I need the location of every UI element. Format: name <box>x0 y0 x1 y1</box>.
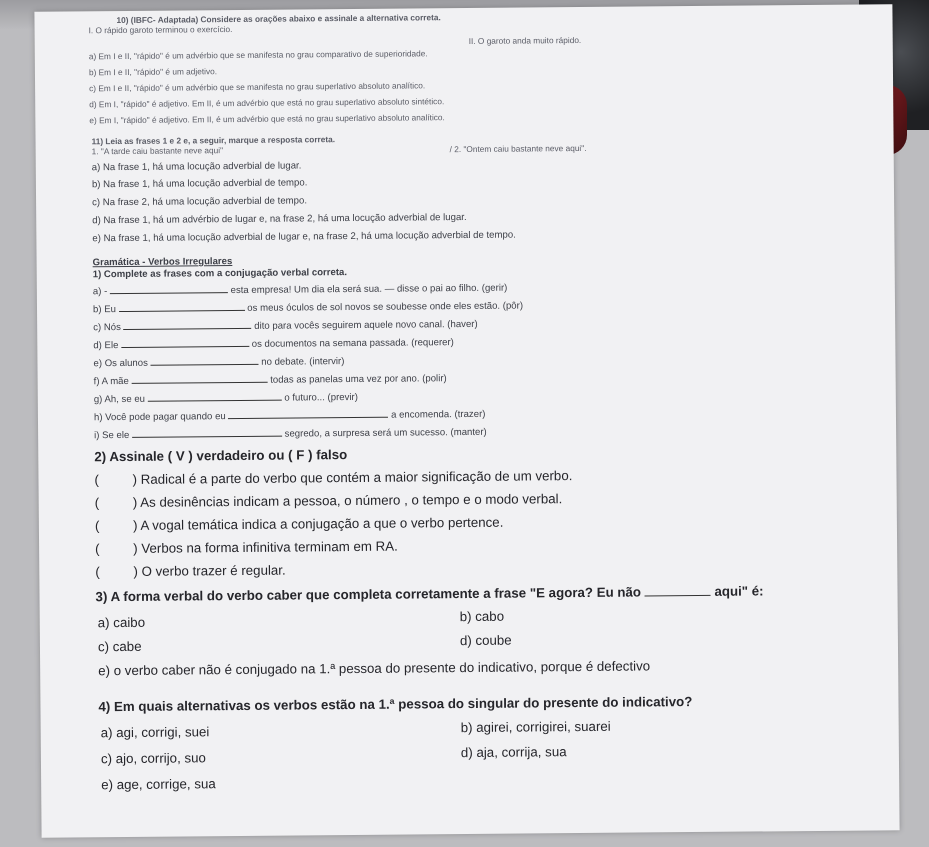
answer-blank[interactable] <box>121 345 249 348</box>
q11-option-d: d) Na frase 1, há um advérbio de lugar e, na frase 2, há uma locução adverbial de lugar. <box>92 211 467 227</box>
q3-option-d[interactable]: d) coube <box>459 632 512 649</box>
q4-option-b[interactable]: b) agirei, corrigirei, suarei <box>460 718 611 736</box>
q1-header: 1) Complete as frases com a conjugação verbal correta. <box>92 267 348 281</box>
answer-blank[interactable] <box>132 435 282 438</box>
q4-option-e[interactable]: e) age, corrige, sua <box>101 776 216 793</box>
q11-option-a: a) Na frase 1, há uma locução adverbial de lugar. <box>91 160 302 174</box>
q2-item-2[interactable]: ( ) As desinências indicam a pessoa, o número , o tempo e o modo verbal. <box>94 491 563 511</box>
q1-item-d: d) Ele os documentos na semana passada. (requerer) <box>93 337 454 352</box>
answer-blank[interactable] <box>110 291 228 294</box>
answer-blank[interactable] <box>124 327 252 330</box>
q2-item-4[interactable]: ( ) Verbos na forma infinitiva terminam em RA. <box>95 538 398 557</box>
q2-item-3[interactable]: ( ) A vogal temática indica a conjugação a que o verbo pertence. <box>94 514 504 534</box>
answer-blank[interactable] <box>148 399 282 402</box>
q10-sentence-2: II. O garoto anda muito rápido. <box>468 34 582 46</box>
q3-header: 3) A forma verbal do verbo caber que completa corretamente a frase "E agora? Eu não aqui" é: <box>95 583 764 605</box>
q2-item-5[interactable]: ( ) O verbo trazer é regular. <box>95 562 286 580</box>
q1-item-b: b) Eu os meus óculos de sol novos se soubesse onde eles estão. (pôr) <box>92 300 524 316</box>
q10-option-a: a) Em I e II, "rápido" é um advérbio que se manifesta no grau comparativo de superioridade. <box>88 48 428 62</box>
q1-item-h: h) Você pode pagar quando eu a encomenda. (trazer) <box>93 408 486 424</box>
q10-option-b: b) Em I e II, "rápido" é um adjetivo. <box>88 66 218 78</box>
q10-sentence-1: I. O rápido garoto terminou o exercício. <box>88 24 233 36</box>
answer-blank[interactable] <box>151 363 259 366</box>
q3-option-e[interactable]: e) o verbo caber não é conjugado na 1.ª pessoa do presente do indicativo, porque é defectivo <box>98 658 651 679</box>
q1-item-c: c) Nós dito para vocês seguirem aquele novo canal. (haver) <box>93 318 478 334</box>
section-title: Gramática - Verbos Irregulares <box>92 256 233 269</box>
q4-option-c[interactable]: c) ajo, corrijo, suo <box>100 750 206 767</box>
answer-blank[interactable] <box>645 594 711 597</box>
answer-blank[interactable] <box>132 381 268 384</box>
q11-option-c: c) Na frase 2, há uma locução adverbial de tempo. <box>92 195 308 209</box>
q10-option-c: c) Em I e II, "rápido" é um advérbio que se manifesta no grau superlativo absoluto analítico. <box>89 80 426 94</box>
answer-blank[interactable] <box>119 309 245 312</box>
q2-item-1[interactable]: ( ) Radical é a parte do verbo que contém a maior significação de um verbo. <box>94 468 573 488</box>
q1-item-f: f) A mãe todas as panelas uma vez por ano. (polir) <box>93 373 447 388</box>
q11-option-b: b) Na frase 1, há uma locução adverbial de tempo. <box>91 177 308 191</box>
q11-sentence-2: / 2. "Ontem caiu bastante neve aqui". <box>449 142 587 155</box>
q2-header: 2) Assinale ( V ) verdadeiro ou ( F ) falso <box>94 447 348 465</box>
q10-option-d: d) Em I, "rápido" é adjetivo. Em II, é um advérbio que está no grau superlativo absoluto sintético. <box>89 96 445 110</box>
q1-item-i: i) Se ele segredo, a surpresa será um sucesso. (manter) <box>94 426 487 442</box>
q10-option-e: e) Em I, "rápido" é adjetivo. Em II, é um advérbio que está no grau superlativo absoluto analítico. <box>89 112 445 126</box>
q1-item-a: a) - esta empresa! Um dia ela será sua. — disse o pai ao filho. (gerir) <box>92 282 508 298</box>
q4-header: 4) Em quais alternativas os verbos estão na 1.ª pessoa do singular do presente do indicativo? <box>98 694 693 715</box>
q11-header: 11) Leia as frases 1 e 2 e, a seguir, marque a resposta correta. <box>91 134 336 147</box>
q1-item-g: g) Ah, se eu o futuro... (previr) <box>93 391 358 406</box>
q4-option-a[interactable]: a) agi, corrigi, suei <box>100 724 210 741</box>
q3-option-a[interactable]: a) caibo <box>97 614 146 631</box>
q10-header: 10) (IBFC- Adaptada) Considere as orações abaixo e assinale a alternativa correta. <box>116 12 441 26</box>
q3-option-b[interactable]: b) cabo <box>459 608 505 625</box>
worksheet-paper <box>34 4 899 837</box>
q4-option-d[interactable]: d) aja, corrija, sua <box>460 744 567 761</box>
q1-item-e: e) Os alunos no debate. (intervir) <box>93 356 345 370</box>
answer-blank[interactable] <box>228 416 388 419</box>
q11-option-e: e) Na frase 1, há uma locução adverbial de lugar e, na frase 2, há uma locução adverbial de tempo. <box>92 229 516 245</box>
q11-sentence-1: 1. "A tarde caiu bastante neve aqui" <box>91 145 224 157</box>
q3-option-c[interactable]: c) cabe <box>97 638 142 655</box>
